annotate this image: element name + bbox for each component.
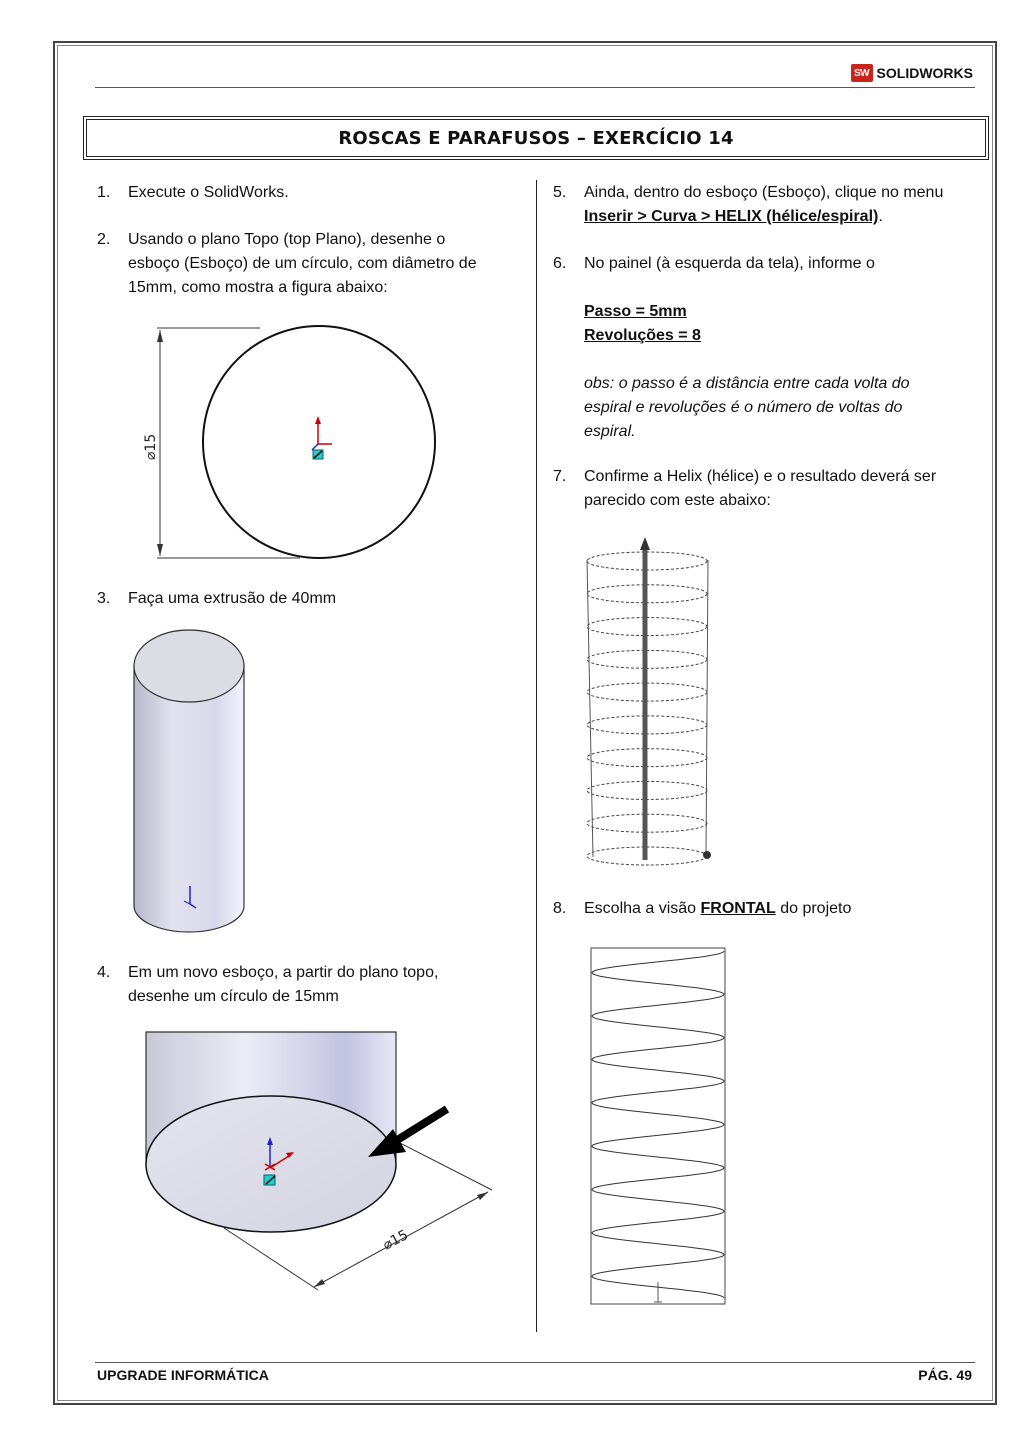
cylinder-dimension-label: ⌀15 bbox=[380, 1227, 412, 1254]
obs-line: espiral e revoluções é o número de voltas do bbox=[584, 399, 903, 416]
step-text: Execute o SolidWorks. bbox=[128, 184, 289, 201]
step-text-line: esboço (Esboço) de um círculo, com diâmetro de bbox=[128, 255, 477, 272]
cylinder-sketch-figure bbox=[140, 1030, 500, 1300]
page-number: PÁG. 49 bbox=[918, 1367, 972, 1383]
step-5: 5. Ainda, dentro do esboço (Esboço), clique no menu Inserir > Curva > HELIX (hélice/espiral). bbox=[553, 181, 983, 229]
step-2 bbox=[97, 228, 517, 300]
step-number: 7. bbox=[553, 468, 567, 485]
step-number: 1. bbox=[97, 184, 111, 201]
header-rule bbox=[95, 87, 975, 88]
circle-dimension-label: ⌀15 bbox=[143, 433, 159, 460]
step-text-line: Usando o plano Topo (top Plano), desenhe o bbox=[128, 231, 446, 248]
menu-path: Inserir > Curva > HELIX (hélice/espiral) bbox=[584, 208, 879, 225]
helix-isometric-figure bbox=[580, 535, 720, 870]
step-text-line: desenhe um círculo de 15mm bbox=[128, 988, 339, 1005]
step-text-line: parecido com este abaixo: bbox=[584, 492, 771, 509]
step-text-line: No painel (à esquerda da tela), informe o bbox=[584, 255, 875, 272]
page-title: ROSCAS E PARAFUSOS – EXERCÍCIO 14 bbox=[338, 127, 734, 149]
brand bbox=[851, 64, 973, 82]
solidworks-logo-icon: SW bbox=[851, 64, 873, 82]
step-7 bbox=[553, 465, 983, 513]
title-box bbox=[86, 119, 986, 157]
obs-line: obs: o passo é a distância entre cada volta do bbox=[584, 375, 910, 392]
helix-front-figure bbox=[585, 940, 735, 1310]
step-3 bbox=[97, 587, 517, 611]
step-text-line: Em um novo esboço, a partir do plano topo, bbox=[128, 964, 439, 981]
column-divider bbox=[536, 180, 537, 1332]
step-text-line: Ainda, dentro do esboço (Esboço), clique no menu bbox=[584, 184, 944, 201]
circle-sketch-figure bbox=[140, 322, 450, 567]
footer-company: UPGRADE INFORMÁTICA bbox=[97, 1367, 269, 1383]
step-text: Faça uma extrusão de 40mm bbox=[128, 590, 337, 607]
step-number: 2. bbox=[97, 231, 111, 248]
step-text-line: Confirme a Helix (hélice) e o resultado deverá ser bbox=[584, 468, 937, 485]
param-revolucoes: Revoluções = 8 bbox=[584, 327, 701, 344]
step-8: 8. Escolha a visão FRONTAL do projeto bbox=[553, 897, 983, 921]
step-number: 8. bbox=[553, 900, 567, 917]
extruded-cylinder-figure bbox=[130, 628, 250, 938]
step-4 bbox=[97, 961, 517, 1009]
step-number: 5. bbox=[553, 184, 567, 201]
param-passo: Passo = 5mm bbox=[584, 303, 687, 320]
step-text-line: 15mm, como mostra a figura abaixo: bbox=[128, 279, 388, 296]
brand-name: SOLIDWORKS bbox=[876, 65, 973, 81]
step-number: 4. bbox=[97, 964, 111, 981]
step-1 bbox=[97, 181, 517, 205]
footer-rule bbox=[95, 1362, 975, 1363]
step-6 bbox=[553, 252, 983, 444]
step-number: 6. bbox=[553, 255, 567, 272]
view-name: FRONTAL bbox=[700, 900, 776, 917]
step-number: 3. bbox=[97, 590, 111, 607]
obs-line: espiral. bbox=[584, 423, 636, 440]
